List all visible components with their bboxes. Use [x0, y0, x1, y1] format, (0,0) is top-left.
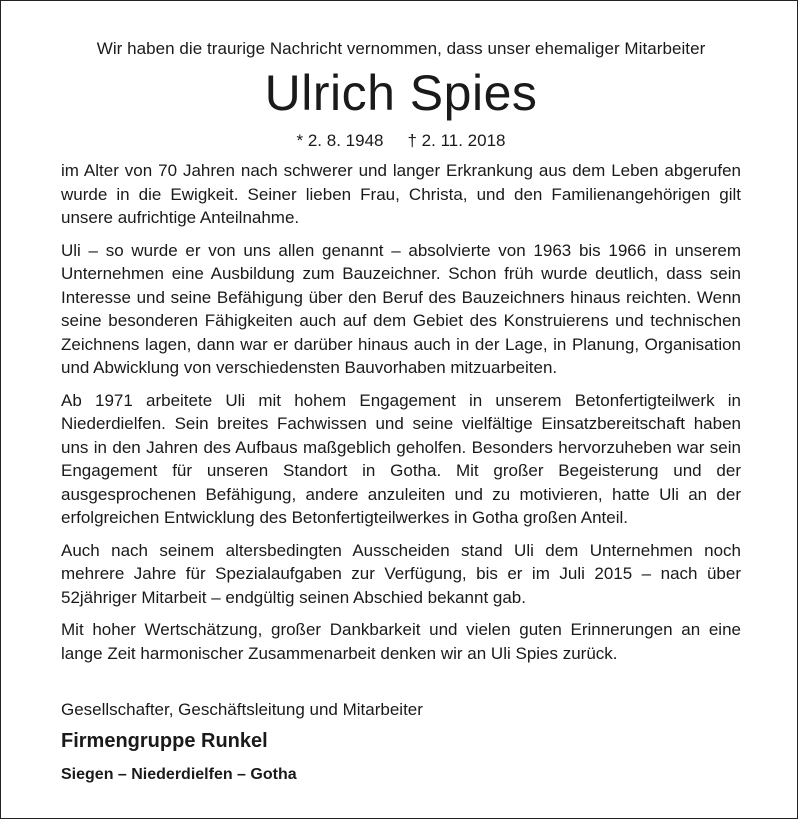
paragraph-engagement: Ab 1971 arbeitete Uli mit hohem Engagement in unserem Betonfertigteilwerk in Niederdielfen. Sein breites Fachwissen und seine vielfältige Einsatzbereitschaft haben uns in den Jahren des Aufbaus maßgeblich geholfen. Besonders hervorzuheben war sein Engagement für unseren Standort in Gotha. Mit großer Begeisterung und der ausgesprochenen Befähigung, andere anzuleiten und zu motivieren, hatte Uli an der erfolgreichen Entwicklung des Betonfertigteilwerkes in Gotha großen Anteil. — [61, 390, 741, 527]
birth-date: * 2. 8. 1948 — [296, 131, 384, 150]
company-locations: Siegen – Niederdielfen – Gotha — [61, 766, 297, 783]
paragraph-condolence: im Alter von 70 Jahren nach schwerer und langer Erkrankung aus dem Leben abgerufen wurde in die Ewigkeit. Seiner lieben Frau, Christa, und den Familienangehörigen gilt unsere aufrichtige Anteilnahme. — [61, 161, 741, 227]
notice-content — [61, 37, 741, 786]
intro-line: Wir haben die traurige Nachricht vernommen, dass unser ehemaliger Mitarbeiter — [96, 39, 706, 58]
paragraph-retirement: Auch nach seinem altersbedingten Ausscheiden stand Uli dem Unternehmen noch mehrere Jahre für Spezialaufgaben zur Verfügung, bis er im Juli 2015 – nach über 52jähriger Mitarbeit – endgültig seinen Abschied bekannt gab. — [61, 540, 741, 607]
life-dates — [61, 129, 741, 153]
paragraph-farewell: Mit hoher Wertschätzung, großer Dankbarkeit und vielen guten Erinnerungen an eine lange Zeit harmonischer Zusammenarbeit denken wir an Uli Spies zurück. — [61, 620, 741, 663]
company-name: Firmengruppe Runkel — [61, 730, 268, 752]
deceased-name: Ulrich Spies — [264, 65, 538, 121]
signature-line: Gesellschafter, Geschäftsleitung und Mitarbeiter — [61, 700, 423, 719]
death-date: † 2. 11. 2018 — [407, 131, 506, 150]
paragraph-career: Uli – so wurde er von uns allen genannt – absolvierte von 1963 bis 1966 in unserem Unternehmen eine Ausbildung zum Bauzeichner. Schon früh wurde deutlich, dass sein Interesse und seine Befähigung über den Beruf des Bauzeichners hinaus reichten. Wenn seine besonderen Fähigkeiten auch auf dem Gebiet des Konstruierens und technischen Zeichnens lagen, dann war er darüber hinaus auch in der Lage, in Planung, Organisation und Abwicklung von verschiedensten Bauvorhaben mitzuarbeiten. — [61, 240, 741, 377]
